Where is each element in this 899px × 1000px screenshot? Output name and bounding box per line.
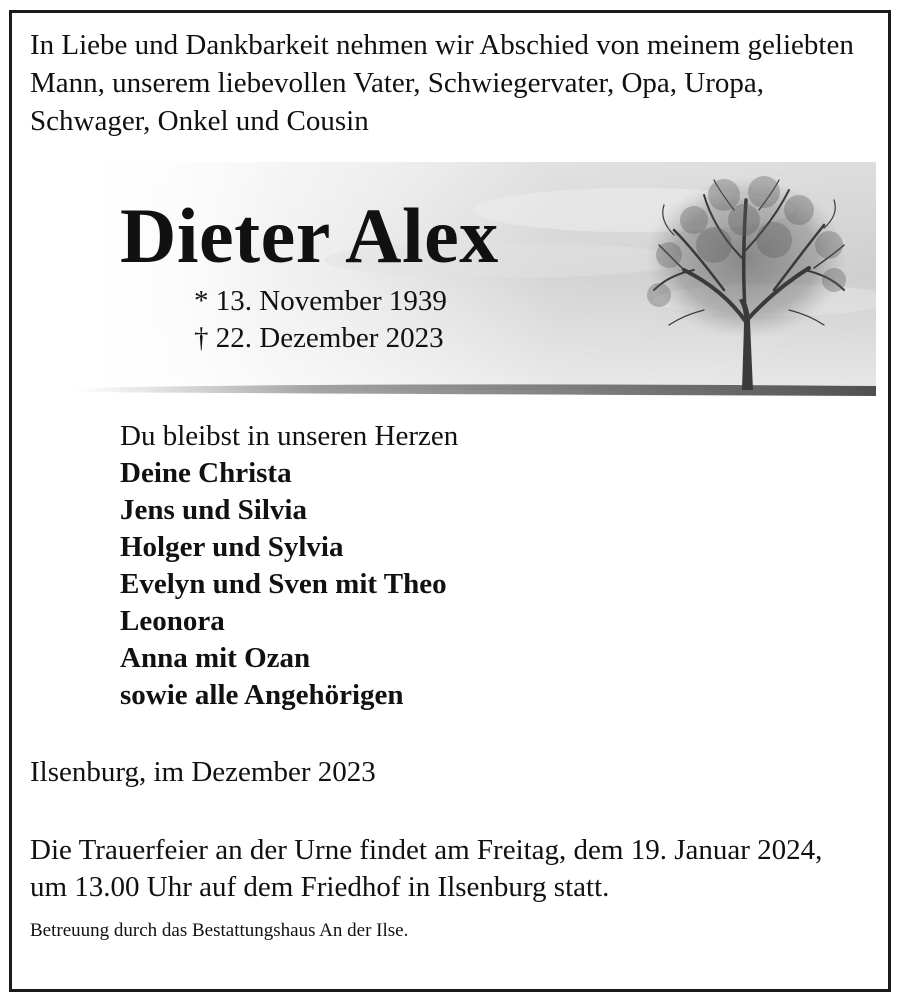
death-date: † 22. Dezember 2023 <box>194 322 444 354</box>
deceased-name: Dieter Alex <box>120 192 499 279</box>
life-dates <box>194 283 447 357</box>
birth-date: * 13. November 1939 <box>194 285 447 317</box>
undertaker-note: Betreuung durch das Bestattungshaus An der Ilse. <box>30 920 409 941</box>
mourners-block <box>120 418 458 714</box>
ceremony-info: Die Trauerfeier an der Urne findet am Freitag, dem 19. Januar 2024, um 13.00 Uhr auf dem Friedhof in Ilsenburg statt. <box>30 834 823 903</box>
intro-text: In Liebe und Dankbarkeit nehmen wir Abschied von meinem geliebten Mann, unserem liebevollen Vater, Schwiegervater, Opa, Uropa, Schwager, Onkel und Cousin <box>30 29 854 137</box>
place-date: Ilsenburg, im Dezember 2023 <box>30 756 376 788</box>
mourner-line: Holger und Sylvia <box>120 531 344 563</box>
mourner-line: sowie alle Angehörigen <box>120 679 404 711</box>
mourner-line: Evelyn und Sven mit Theo <box>120 568 447 600</box>
mourner-line: Deine Christa <box>120 457 292 489</box>
mourner-line: Jens und Silvia <box>120 494 307 526</box>
mourner-line: Leonora <box>120 605 225 637</box>
closing-phrase: Du bleibst in unseren Herzen <box>120 420 459 452</box>
mourner-line: Anna mit Ozan <box>120 642 311 674</box>
